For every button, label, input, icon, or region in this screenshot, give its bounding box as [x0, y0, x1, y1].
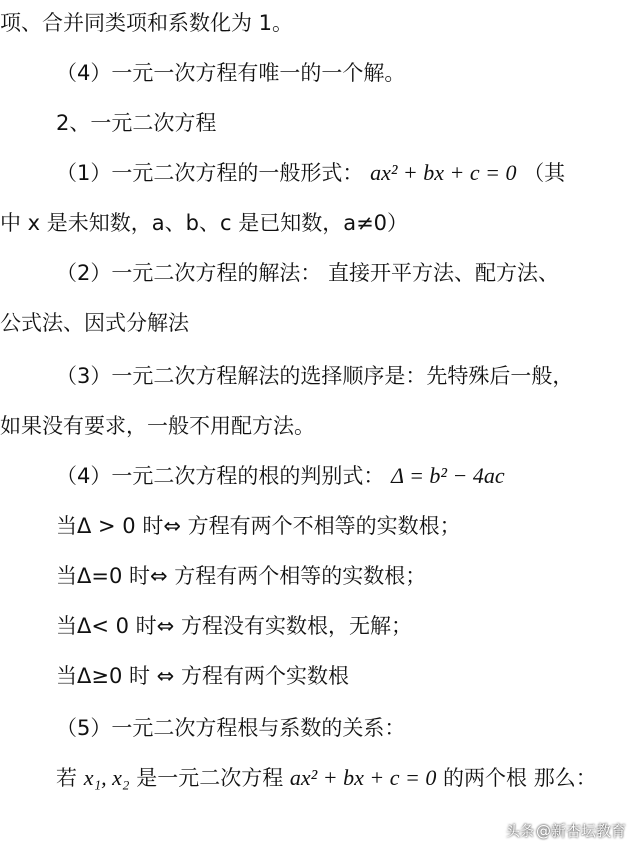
- text-line-1: 项、合并同类项和系数化为 1。: [0, 11, 294, 35]
- roots-tail: 的两个根 那么：: [443, 766, 597, 790]
- text-line-9: 如果没有要求，一般不用配方法。: [0, 414, 315, 438]
- watermark: [506, 820, 626, 841]
- roots-middle: 是一元二次方程: [136, 766, 284, 790]
- section-heading: 2、一元二次方程: [56, 111, 217, 135]
- text-line-16: [56, 763, 597, 793]
- watermark-logo: 头条: [505, 824, 534, 840]
- text-line-4: [56, 158, 565, 188]
- watermark-text: @新杏坛教育: [535, 822, 626, 840]
- text-line-13: 当Δ< 0 时⇔ 方程没有实数根，无解；: [56, 614, 412, 638]
- general-form-formula: ax² + bx + c = 0: [370, 160, 517, 185]
- general-form-tail: （其: [523, 161, 566, 185]
- text-line-10: [56, 461, 505, 491]
- text-line-8: （3）一元二次方程解法的选择顺序是：先特殊后一般，: [56, 364, 574, 388]
- discriminant-label: （4）一元二次方程的根的判别式：: [56, 464, 385, 488]
- roots-formula: ax² + bx + c = 0: [289, 765, 437, 790]
- text-line-12: 当Δ=0 时⇔ 方程有两个相等的实数根；: [56, 564, 427, 588]
- text-line-15: （5）一元二次方程根与系数的关系：: [56, 716, 406, 740]
- text-line-7: 公式法、因式分解法: [0, 311, 189, 335]
- discriminant-formula: Δ = b² − 4ac: [391, 463, 505, 488]
- general-form-label: （1）一元二次方程的一般形式：: [56, 161, 364, 185]
- roots-prefix: 若: [56, 766, 77, 790]
- text-line-14: 当Δ≥0 时 ⇔ 方程有两个实数根: [56, 664, 349, 688]
- text-line-11: 当Δ > 0 时⇔ 方程有两个不相等的实数根；: [56, 514, 461, 538]
- text-line-2: （4）一元一次方程有唯一的一个解。: [56, 61, 406, 85]
- text-line-6: （2）一元二次方程的解法： 直接开平方法、配方法、: [56, 261, 560, 285]
- text-line-5: 中 x 是未知数，a、b、c 是已知数，a≠0）: [0, 211, 409, 235]
- roots-symbols: x₁, x₂: [83, 765, 130, 790]
